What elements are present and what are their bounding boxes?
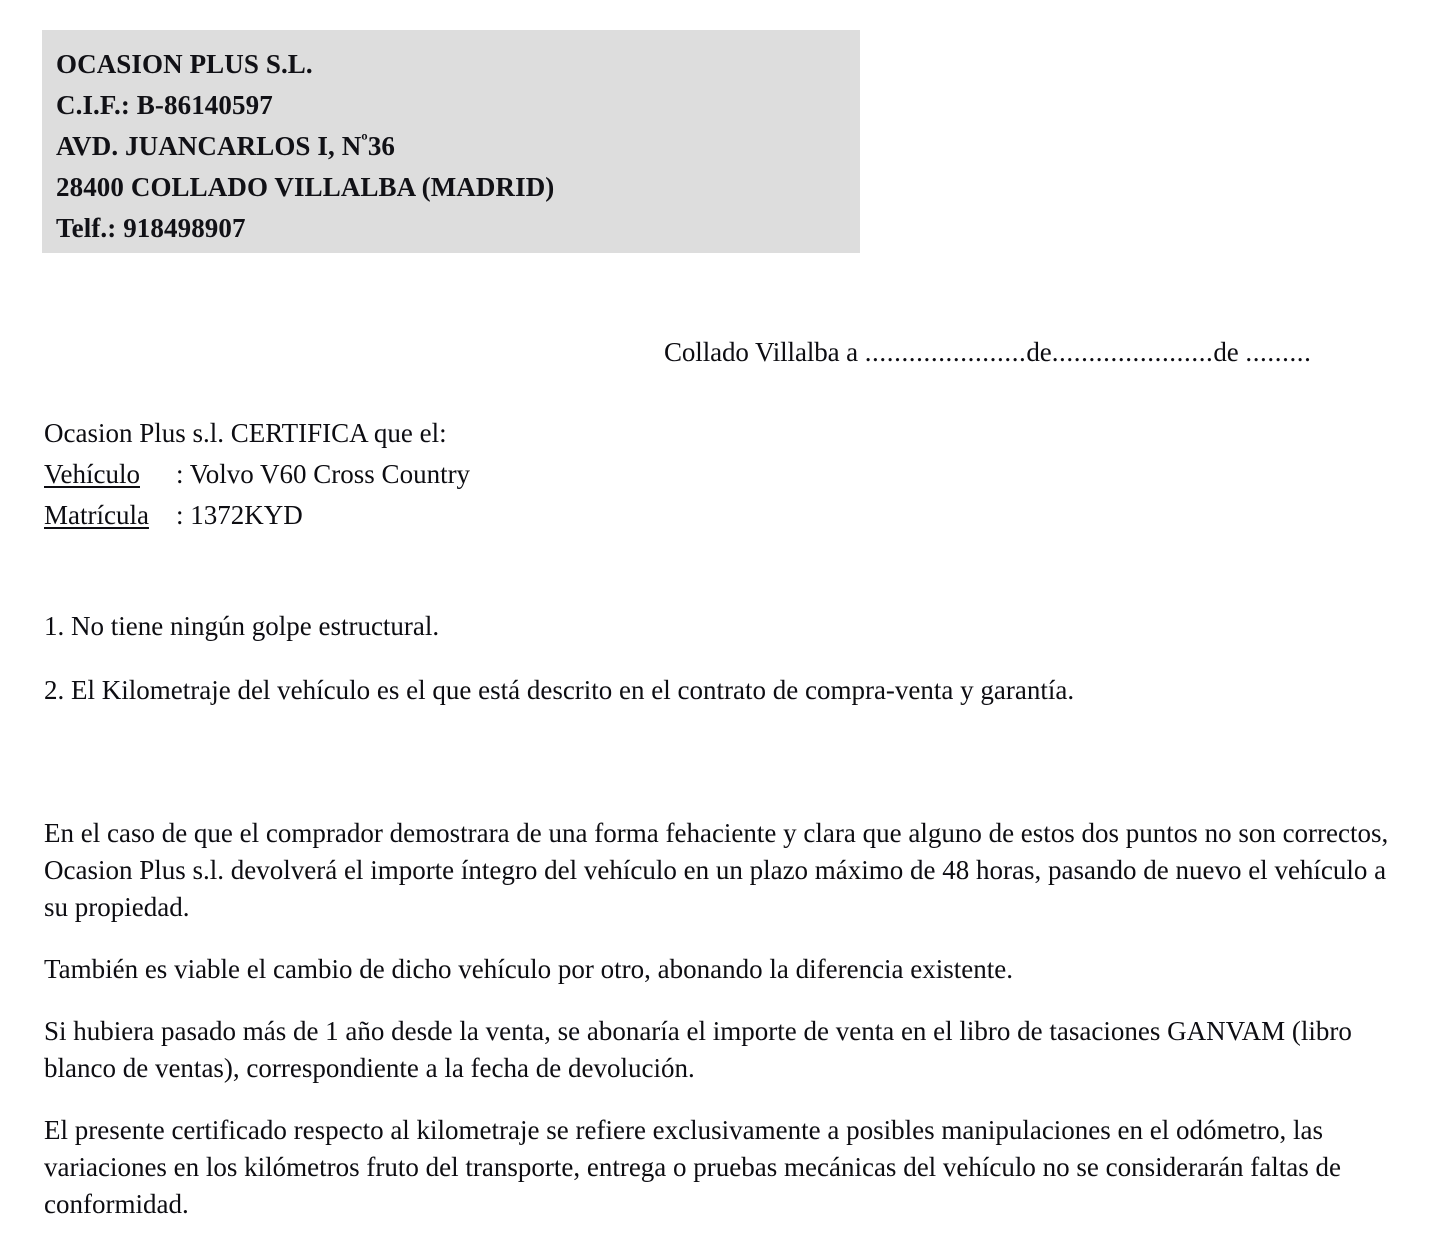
plate-value: 1372KYD: [190, 500, 303, 530]
vehicle-row: [44, 454, 944, 495]
certified-points-list: [44, 608, 1394, 736]
date-year-blank[interactable]: .........: [1245, 337, 1312, 367]
company-name: OCASION PLUS S.L.: [56, 49, 313, 79]
plate-row: [44, 495, 944, 536]
plate-label: Matrícula: [44, 500, 149, 530]
vehicle-value: Volvo V60 Cross Country: [189, 459, 471, 489]
address-street-number: 36: [367, 131, 396, 161]
certify-block: [44, 413, 944, 536]
company-address-city: 28400 COLLADO VILLALBA (MADRID): [56, 172, 555, 202]
certified-point: 1. No tiene ningún golpe estructural.: [44, 611, 440, 641]
company-cif: C.I.F.: B-86140597: [56, 90, 273, 120]
address-street-ordinal: º: [361, 130, 368, 152]
body-paragraph: Si hubiera pasado más de 1 año desde la venta, se abonaría el importe de venta en el libro de tasaciones GANVAM (libro blanco de ventas), correspondiente a la fecha de devolución.: [44, 1016, 1352, 1083]
body-paragraph: También es viable el cambio de dicho vehículo por otro, abonando la diferencia existente.: [44, 954, 1014, 984]
vehicle-label: Vehículo: [44, 459, 140, 489]
letterhead-block: [42, 30, 860, 253]
date-de-2: de: [1213, 337, 1246, 367]
company-address-street: [56, 126, 860, 167]
date-day-blank[interactable]: ......................: [864, 337, 1027, 367]
vehicle-separator: :: [176, 459, 190, 489]
plate-separator: :: [176, 500, 191, 530]
date-de-1: de: [1026, 337, 1052, 367]
date-city-prefix: Collado Villalba a: [664, 337, 865, 367]
certify-intro: Ocasion Plus s.l. CERTIFICA que el:: [44, 418, 447, 448]
company-phone: Telf.: 918498907: [56, 213, 246, 243]
date-month-blank[interactable]: ......................: [1051, 337, 1214, 367]
body-text: [44, 815, 1396, 1223]
body-paragraph: El presente certificado respecto al kilometraje se refiere exclusivamente a posibles manipulaciones en el odómetro, las variaciones en los kilómetros fruto del transporte, entrega o pruebas mecánicas del vehículo no se considerarán faltas de conformidad.: [44, 1115, 1342, 1219]
address-street-prefix: AVD. JUANCARLOS I, N: [56, 131, 362, 161]
body-paragraph: En el caso de que el comprador demostrara de una forma fehaciente y clara que alguno de estos dos puntos no son correctos, Ocasion Plus s.l. devolverá el importe íntegro del vehículo en un plazo máximo de 48 horas, pasando de nuevo el vehículo a su propiedad.: [44, 818, 1389, 922]
date-line: [664, 335, 1312, 369]
certified-point: 2. El Kilometraje del vehículo es el que está descrito en el contrato de compra-venta y garantía.: [44, 675, 1075, 705]
